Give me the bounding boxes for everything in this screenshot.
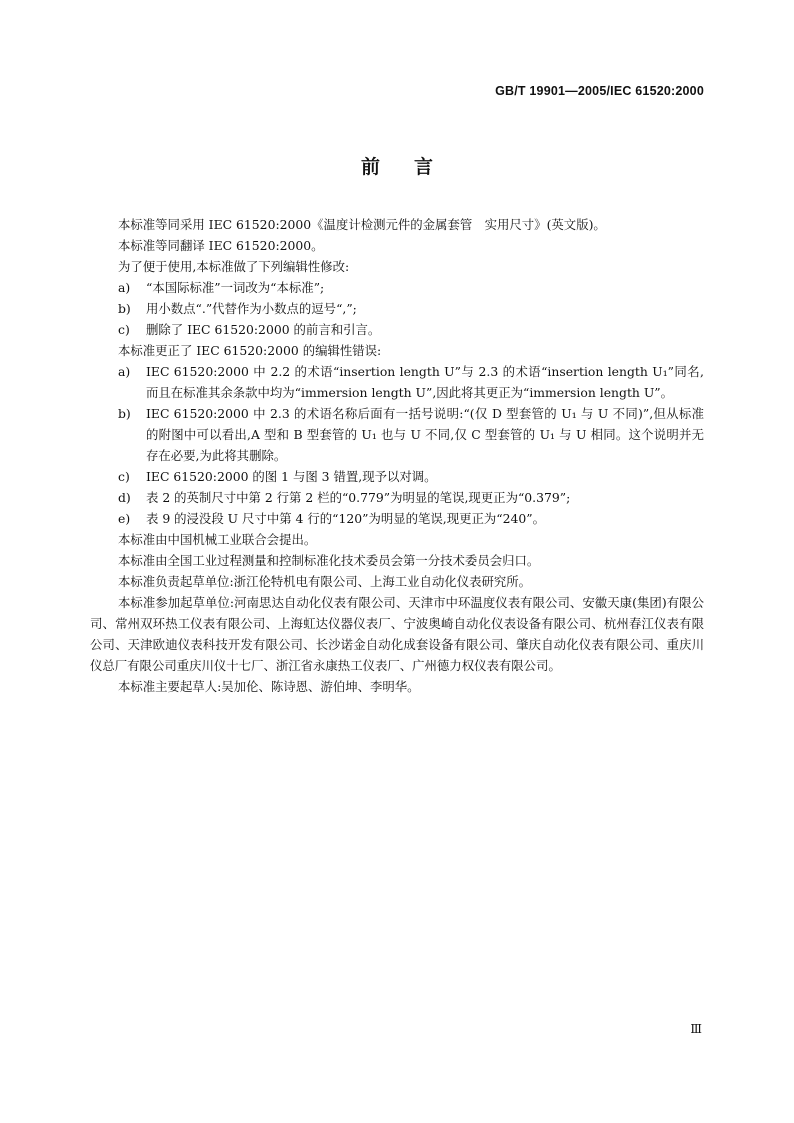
paragraph-proposer: 本标准由中国机械工业联合会提出。 (118, 532, 317, 547)
list-marker: b) (118, 301, 131, 316)
list-item-error-a (90, 361, 704, 403)
paragraph-main-drafters: 本标准主要起草人:吴加伦、陈诗恩、游伯坤、李明华。 (118, 679, 420, 694)
foreword-body (90, 214, 704, 697)
list-marker: a) (118, 280, 131, 295)
list-item-error-e (90, 508, 704, 529)
paragraph-errors-intro: 本标准更正了 IEC 61520:2000 的编辑性错误: (118, 343, 382, 358)
list-item-text: IEC 61520:2000 中 2.2 的术语“insertion length U”与 2.3 的术语“insertion length U₁”同名,而且在标准其余条款中均为“immersion length U”,因此将其更正为“immersion length U”。 (146, 364, 704, 400)
list-marker: e) (118, 511, 131, 526)
list-item-text: 表 2 的英制尺寸中第 2 行第 2 栏的“0.779”为明显的笔误,现更正为“0.379”; (146, 490, 571, 505)
paragraph-edit-intro: 为了便于使用,本标准做了下列编辑性修改: (118, 259, 350, 274)
list-marker: b) (118, 406, 131, 421)
list-item-edit-b (90, 298, 704, 319)
list-item-error-d (90, 487, 704, 508)
list-item-text: 表 9 的浸没段 U 尺寸中第 4 行的“120”为明显的笔误,现更正为“240”。 (146, 511, 546, 526)
paragraph-committee: 本标准由全国工业过程测量和控制标准化技术委员会第一分技术委员会归口。 (118, 553, 540, 568)
list-marker: c) (118, 322, 130, 337)
list-marker: a) (118, 364, 131, 379)
list-item-error-b (90, 403, 704, 466)
list-item-text: “本国际标准”一词改为“本标准”; (146, 280, 325, 295)
page-number: Ⅲ (690, 1022, 702, 1036)
list-item-text: 删除了 IEC 61520:2000 的前言和引言。 (146, 322, 381, 337)
list-item-text: 用小数点“.”代替作为小数点的逗号“,”; (146, 301, 357, 316)
paragraph-adoption: 本标准等同采用 IEC 61520:2000《温度计检测元件的金属套管 实用尺寸》(英文版)。 (118, 217, 606, 232)
list-item-text: IEC 61520:2000 中 2.3 的术语名称后面有一括号说明:“(仅 D 型套管的 U₁ 与 U 不同)”,但从标准的附图中可以看出,A 型和 B 型套管的 U₁ 也与 U 不同,仅 C 型套管的 U₁ 与 U 相同。这个说明并无存在必要,为此将其删除。 (146, 406, 704, 463)
list-item-edit-c (90, 319, 704, 340)
paragraph-translation: 本标准等同翻译 IEC 61520:2000。 (118, 238, 324, 253)
list-item-edit-a (90, 277, 704, 298)
list-marker: c) (118, 469, 130, 484)
list-marker: d) (118, 490, 131, 505)
document-code-header: GB/T 19901—2005/IEC 61520:2000 (495, 84, 704, 98)
list-item-error-c (90, 466, 704, 487)
paragraph-lead-drafters: 本标准负责起草单位:浙江伦特机电有限公司、上海工业自动化仪表研究所。 (118, 574, 532, 589)
page-title: 前言 (360, 156, 467, 178)
paragraph-participating-drafters: 本标准参加起草单位:河南思达自动化仪表有限公司、天津市中环温度仪表有限公司、安徽天康(集团)有限公司、常州双环热工仪表有限公司、上海虹达仪器仪表厂、宁波奥崎自动化仪表设备有限公司、杭州春江仪表有限公司、天津欧迪仪表科技开发有限公司、长沙诺金自动化成套设备有限公司、肇庆自动化仪表有限公司、重庆川仪总厂有限公司重庆川仪十七厂、浙江省永康热工仪表厂、广州德力权仪表有限公司。 (90, 595, 704, 673)
list-item-text: IEC 61520:2000 的图 1 与图 3 错置,现予以对调。 (146, 469, 437, 484)
